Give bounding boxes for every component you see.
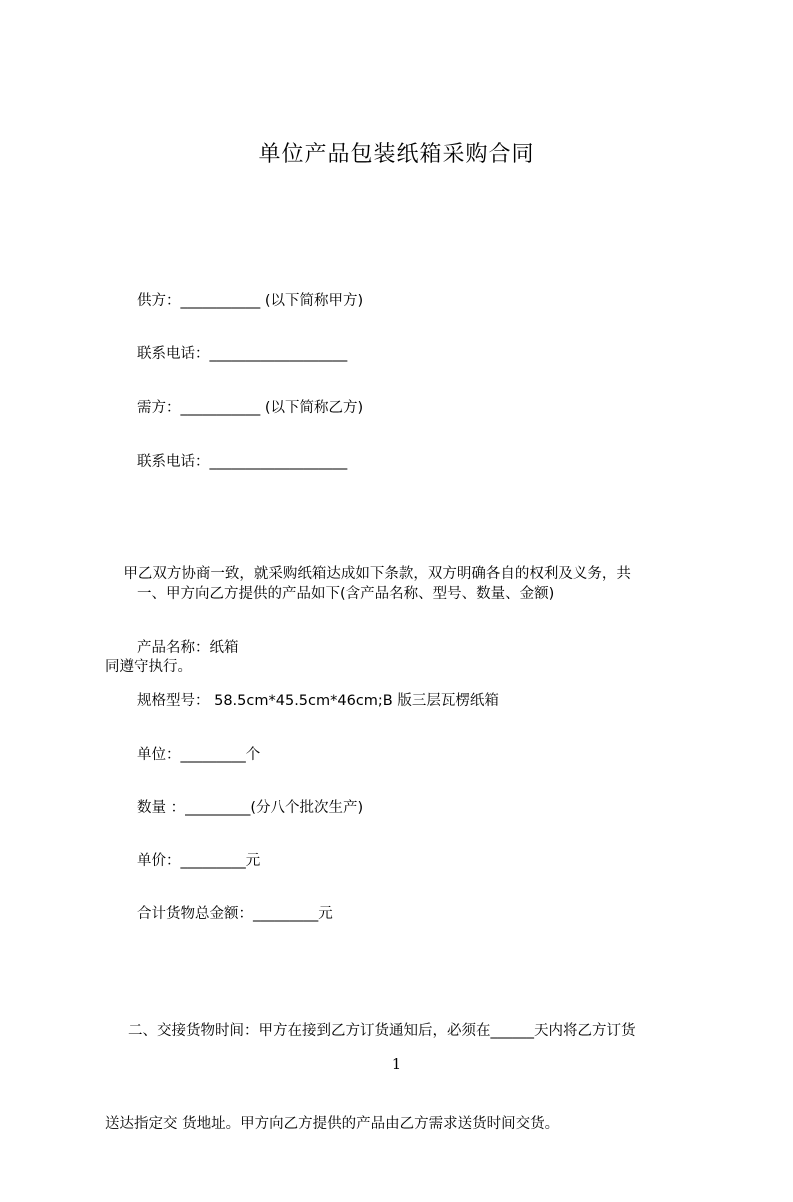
document-title: 单位产品包装纸箱采购合同 xyxy=(258,142,535,167)
page-number: 1 xyxy=(391,1057,402,1073)
section-2-line-1: 二、交接货物时间：甲方在接到乙方订货通知后，必须在______天内将乙方订货 xyxy=(105,1023,636,1039)
buyer-line: 需方：___________ (以下简称乙方) xyxy=(137,400,364,416)
unit-price-line: 单价：_________元 xyxy=(137,853,261,869)
supplier-line: 供方：___________ (以下简称甲方) xyxy=(137,293,364,309)
product-name-line: 产品名称：纸箱 xyxy=(137,640,239,656)
spec-line: 规格型号： 58.5cm*45.5cm*46cm;B 版三层瓦楞纸箱 xyxy=(137,693,499,709)
section-1-heading: 一、甲方向乙方提供的产品如下(含产品名称、型号、数量、金额) xyxy=(137,586,555,602)
intro-paragraph-line-1: 甲乙双方协商一致，就采购纸箱达成如下条款，双方明确各自的权利及义务，共 xyxy=(105,566,631,582)
section-2-paragraph xyxy=(105,954,705,1202)
supplier-phone-line: 联系电话：___________________ xyxy=(137,346,348,362)
buyer-phone-line: 联系电话：___________________ xyxy=(137,454,348,470)
unit-line: 单位：_________个 xyxy=(137,747,261,763)
intro-paragraph-line-2: 同遵守执行。 xyxy=(105,659,192,675)
total-amount-line: 合计货物总金额：_________元 xyxy=(137,906,333,922)
section-2-line-2: 送达指定交 货地址。甲方向乙方提供的产品由乙方需求送货时间交货。 xyxy=(105,1116,560,1132)
quantity-line: 数量 ：_________(分八个批次生产) xyxy=(137,800,364,816)
